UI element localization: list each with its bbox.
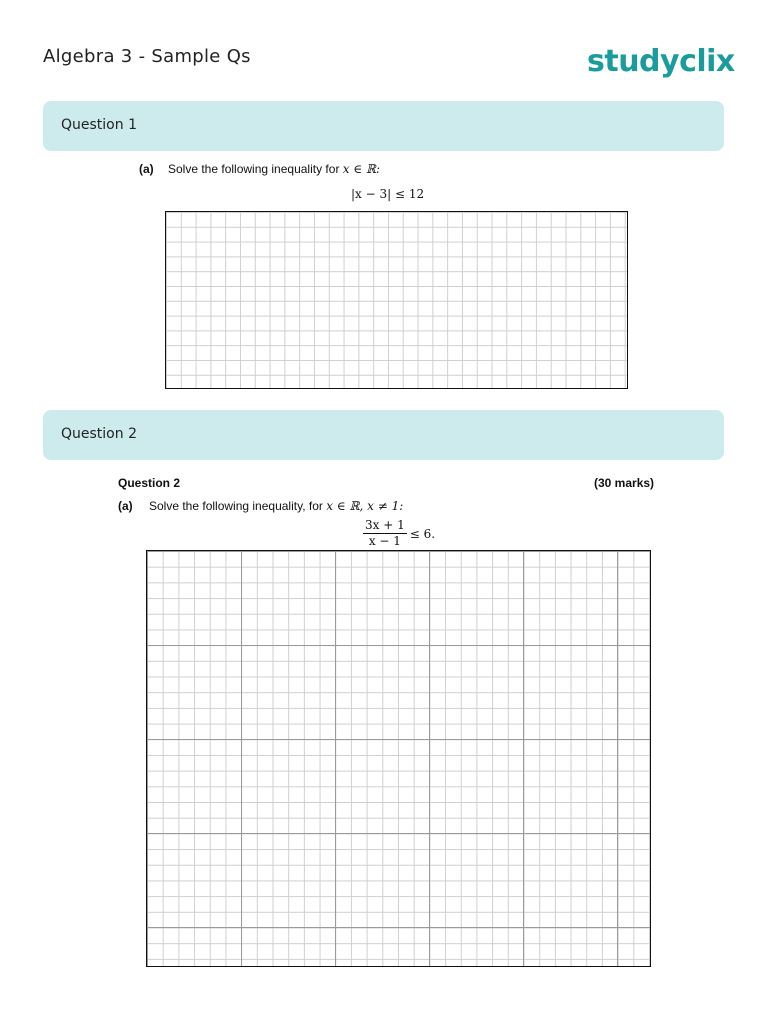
- q1-instruction-math: x ∈ ℝ:: [342, 162, 381, 176]
- q2-denominator: x − 1: [368, 534, 401, 548]
- q1-expression: |x − 3| ≤ 12: [351, 187, 425, 201]
- studyclix-logo: studyclix: [587, 44, 735, 79]
- q1-instruction: [168, 162, 380, 176]
- question-1-banner-label: Question 1: [61, 117, 137, 133]
- q2-numerator: 3x + 1: [365, 518, 405, 532]
- question-2-banner-label: Question 2: [61, 426, 137, 442]
- q2-answer-grid: [146, 550, 651, 967]
- q2-exam-heading: Question 2: [118, 476, 181, 490]
- q2-expression-rest: ≤ 6.: [409, 526, 436, 541]
- q2-instruction: [149, 499, 403, 513]
- question-1-banner: [43, 101, 724, 151]
- q1-instruction-text: Solve the following inequality for: [168, 162, 340, 176]
- q1-part-label: (a): [139, 162, 154, 176]
- q1-answer-grid: [165, 211, 628, 389]
- q2-fraction: [363, 519, 407, 548]
- document-title: Algebra 3 - Sample Qs: [43, 46, 251, 67]
- q2-instruction-text: Solve the following inequality, for: [149, 499, 323, 513]
- q2-part-label: (a): [118, 499, 133, 513]
- q2-marks: (30 marks): [594, 476, 655, 490]
- q2-instruction-math: x ∈ ℝ, x ≠ 1:: [326, 499, 404, 513]
- question-2-banner: [43, 410, 724, 460]
- q2-expression: [363, 519, 435, 548]
